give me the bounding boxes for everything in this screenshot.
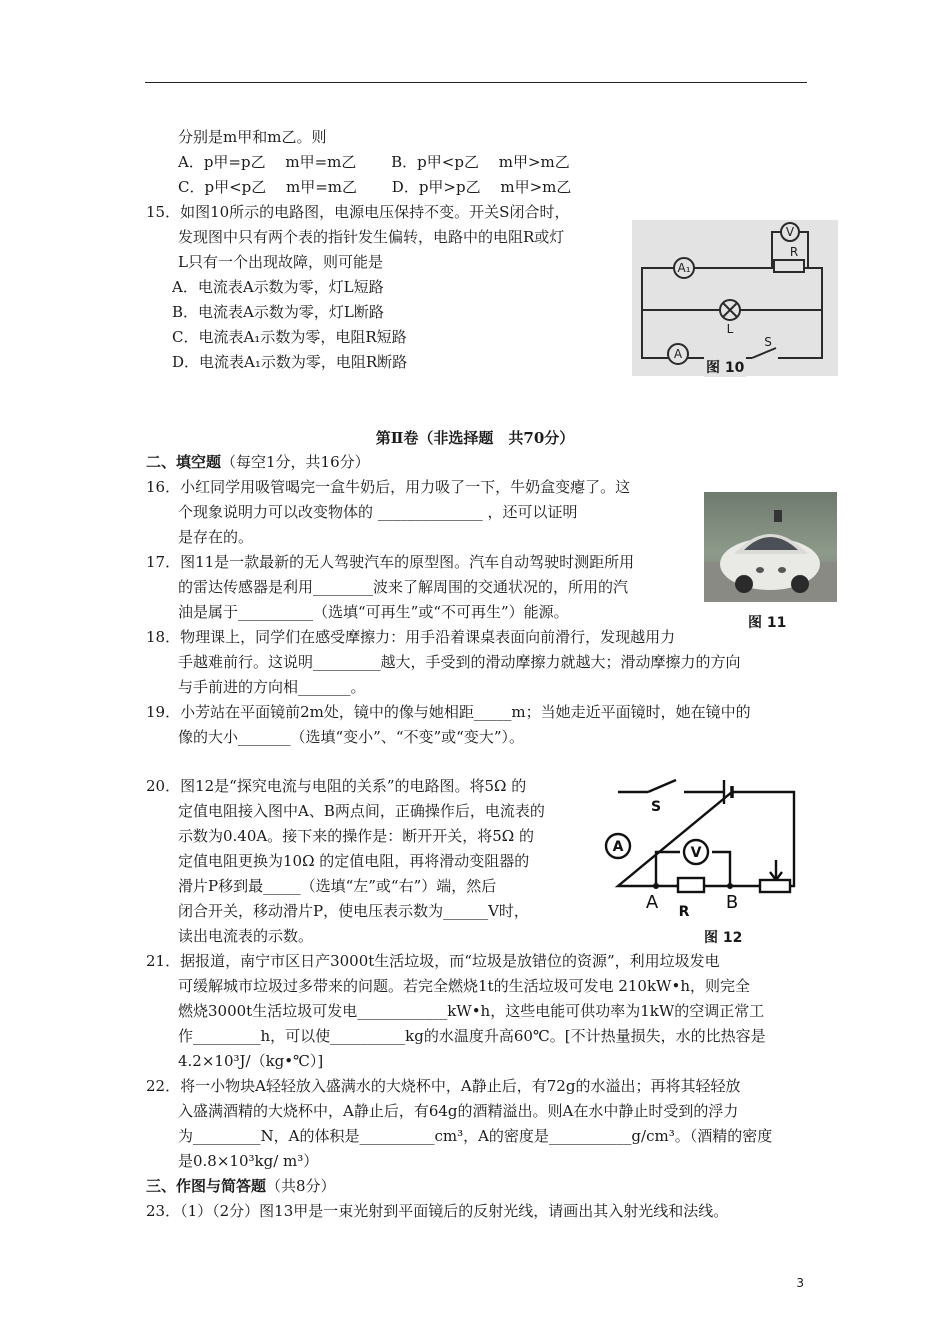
q19-line-1: 19．小芳站在平面镜前2m处，镜中的像与她相距_____m；当她走近平面镜时，她在镜中的 (146, 703, 751, 721)
fig10-label-a: A (673, 347, 683, 361)
part-3-heading (146, 1176, 336, 1196)
q16-line-2: 个现象说明力可以改变物体的 ______________ ，还可以证明 (178, 503, 578, 521)
q15-option-a: A．电流表A示数为零，灯L短路 (172, 278, 384, 296)
figure-12-caption: 图 12 (704, 930, 743, 946)
q20-line-7: 读出电流表的示数。 (178, 927, 314, 945)
q23-line-1: 23．（1）（2分）图13甲是一束光射到平面镜后的反射光线，请画出其入射光线和法线。 (146, 1202, 729, 1220)
q21-line-5: 4.2×10³J/（kg•℃）] (178, 1052, 324, 1070)
q16-line-1: 16．小红同学用吸管喝完一盒牛奶后，用力吸了一下，牛奶盒变瘪了。这 (146, 478, 631, 496)
q22-line-3: 为_________N，A的体积是__________cm³，A的密度是___________g/cm³。（酒精的密度 (178, 1127, 773, 1145)
fig10-label-v: V (785, 225, 795, 239)
fig10-label-s: S (764, 335, 772, 349)
figure-11-caption: 图 11 (748, 615, 787, 631)
figure-10-circuit (632, 220, 838, 376)
q18-line-1: 18．物理课上，同学们在感受摩擦力：用手沿着课桌表面向前滑行，发现越用力 (146, 628, 676, 646)
q20-line-4: 定值电阻更换为10Ω 的定值电阻，再将滑动变阻器的 (178, 852, 530, 870)
fig12-label-r: R (678, 904, 690, 920)
q17-line-2: 的雷达传感器是利用________波来了解周围的交通状况的，所用的汽 (178, 578, 629, 596)
q20-line-5: 滑片P移到最_____（选填“左”或“右”）端，然后 (178, 877, 497, 895)
q19-line-2: 像的大小_______（选填“变小”、“不变”或“变大”）。 (178, 728, 525, 746)
q17-line-3: 油是属于__________（选填“可再生”或“不可再生”）能源。 (178, 603, 569, 621)
q20-line-6: 闭合开关，移动滑片P，使电压表示数为______V时， (178, 902, 529, 920)
q15-line-2: 发现图中只有两个表的指针发生偏转，电路中的电阻R或灯 (178, 228, 565, 246)
q14-line: 分别是m甲和m乙。则 (178, 128, 327, 146)
q17-line-1: 17．图11是一款最新的无人驾驶汽车的原型图。汽车自动驾驶时测距所用 (146, 553, 635, 571)
figure-11-car-photo (704, 492, 837, 602)
q16-line-3: 是存在的。 (178, 528, 254, 546)
figure-12-circuit (598, 772, 808, 922)
q15-line-1: 15．如图10所示的电路图，电源电压保持不变。开关S闭合时， (146, 203, 570, 221)
q20-line-2: 定值电阻接入图中A、B两点间，正确操作后，电流表的 (178, 802, 545, 820)
q15-option-b: B．电流表A示数为零，灯L断路 (172, 303, 384, 321)
part-3-title: 三、作图与简答题 (146, 1177, 267, 1195)
q21-line-3: 燃烧3000t生活垃圾可发电____________kW•h，这些电能可供功率为1kW的空调正常工 (178, 1002, 765, 1020)
q14-options-cd: C．p甲<p乙 m甲=m乙 D．p甲>p乙 m甲>m乙 (178, 178, 572, 196)
q22-line-4: 是0.8×10³kg/ m³） (178, 1152, 319, 1170)
fig12-label-a-meter: A (612, 839, 624, 855)
q18-line-2: 手越难前行。这说明_________越大，手受到的滑动摩擦力就越大；滑动摩擦力的方向 (178, 653, 741, 671)
fig10-label-a1: A₁ (677, 261, 691, 275)
q20-line-3: 示数为0.40A。接下来的操作是：断开开关，将5Ω 的 (178, 827, 534, 845)
q20-line-1: 20．图12是“探究电流与电阻的关系”的电路图。将5Ω 的 (146, 777, 527, 795)
q14-options-ab: A．p甲=p乙 m甲=m乙 B．p甲<p乙 m甲>m乙 (178, 153, 570, 171)
fig10-label-l: L (726, 322, 734, 336)
part-2-title: 二、填空题 (146, 453, 222, 471)
q15-option-d: D．电流表A₁示数为零，电阻R断路 (172, 353, 408, 371)
part-2-heading (146, 452, 370, 472)
q18-line-3: 与手前进的方向相_______。 (178, 678, 366, 696)
part-3-note: （共8分） (266, 1177, 336, 1195)
figure-10-caption: 图 10 (704, 357, 746, 377)
header-rule (145, 82, 807, 83)
part-2-note: （每空1分，共16分） (221, 453, 370, 471)
fig10-label-r: R (789, 245, 799, 259)
section-2-title: 第Ⅱ卷（非选择题 共70分） (375, 429, 575, 447)
fig12-label-v-meter: V (690, 845, 702, 861)
fig12-label-s: S (650, 799, 662, 815)
q22-line-2: 入盛满酒精的大烧杯中，A静止后，有64g的酒精溢出。则A在水中静止时受到的浮力 (178, 1102, 739, 1120)
q15-option-c: C．电流表A₁示数为零，电阻R短路 (172, 328, 407, 346)
q21-line-4: 作_________h，可以使__________kg的水温度升高60℃。[不计热量损失，水的比热容是 (178, 1027, 766, 1045)
q21-line-1: 21．据报道，南宁市区日产3000t生活垃圾，而“垃圾是放错位的资源”，利用垃圾发电 (146, 952, 720, 970)
q15-line-3: L只有一个出现故障，则可能是 (178, 253, 383, 271)
fig12-label-point-a: A (645, 892, 659, 913)
q21-line-2: 可缓解城市垃圾过多带来的问题。若完全燃烧1t的生活垃圾可发电 210kW•h，则完全 (178, 977, 750, 995)
fig12-label-point-b: B (725, 892, 739, 913)
q22-line-1: 22．将一小物块A轻轻放入盛满水的大烧杯中，A静止后，有72g的水溢出；再将其轻轻放 (146, 1077, 741, 1095)
page-number: 3 (796, 1276, 804, 1290)
